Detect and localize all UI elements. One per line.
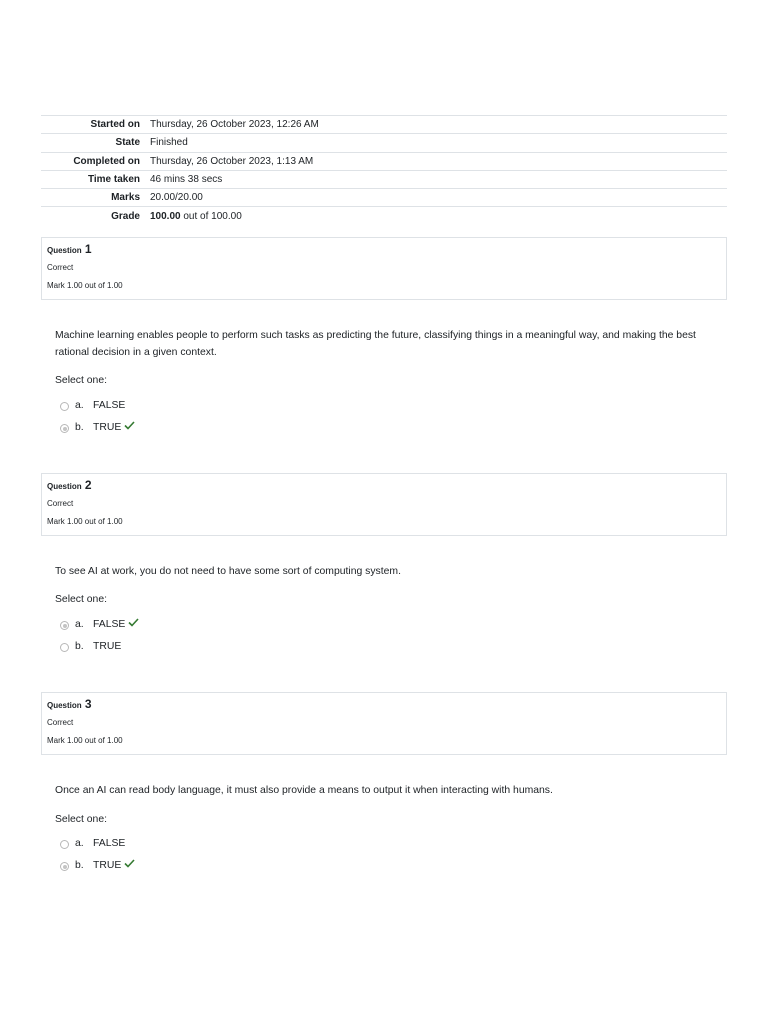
summary-label: Started on	[41, 116, 145, 134]
option-letter: a.	[75, 837, 84, 849]
option-letter: a.	[75, 399, 84, 411]
select-prompt: Select one:	[55, 594, 107, 605]
question-text: Once an AI can read body language, it must also provide a means to output it when interacting with humans.	[55, 785, 553, 796]
option-letter: b.	[75, 640, 84, 652]
answer-option[interactable]	[60, 639, 121, 653]
option-label: TRUE	[93, 421, 122, 433]
summary-value: 46 mins 38 secs	[145, 170, 727, 188]
radio-button[interactable]	[60, 840, 69, 849]
answer-option[interactable]	[60, 836, 125, 850]
check-icon	[124, 859, 135, 871]
radio-button-selected[interactable]	[60, 862, 69, 871]
grade-suffix: out of 100.00	[180, 210, 242, 222]
question-info	[41, 237, 727, 300]
summary-row-grade	[41, 207, 727, 225]
option-label: FALSE	[93, 837, 126, 849]
summary-label: Grade	[41, 207, 145, 225]
option-letter: b.	[75, 421, 84, 433]
attempt-summary-table	[41, 115, 727, 225]
question-number: Question 3	[47, 697, 92, 711]
answer-option[interactable]	[60, 398, 125, 412]
answer-option[interactable]	[60, 617, 139, 631]
question-info	[41, 692, 727, 755]
question-mark: Mark 1.00 out of 1.00	[47, 517, 123, 526]
summary-value: 20.00/20.00	[145, 189, 727, 207]
option-label: TRUE	[93, 640, 122, 652]
grade-value	[145, 207, 727, 225]
summary-row	[41, 170, 727, 188]
check-icon	[124, 421, 135, 433]
summary-value: Thursday, 26 October 2023, 12:26 AM	[145, 116, 727, 134]
answer-option[interactable]	[60, 858, 135, 872]
summary-label: Marks	[41, 189, 145, 207]
answer-option[interactable]	[60, 420, 135, 434]
summary-label: Completed on	[41, 152, 145, 170]
summary-row	[41, 116, 727, 134]
question-text: Machine learning enables people to perform such tasks as predicting the future, classifying things in a meaningful way, and making the best rational decision in a given context.	[55, 330, 696, 358]
option-label: TRUE	[93, 859, 122, 871]
radio-button-selected[interactable]	[60, 621, 69, 630]
select-prompt: Select one:	[55, 814, 107, 825]
question-text: To see AI at work, you do not need to have some sort of computing system.	[55, 566, 401, 577]
grade-score: 100.00	[150, 210, 181, 222]
option-letter: a.	[75, 618, 84, 630]
question-state: Correct	[47, 263, 74, 272]
summary-label: State	[41, 134, 145, 152]
summary-value: Finished	[145, 134, 727, 152]
question-state: Correct	[47, 499, 74, 508]
select-prompt: Select one:	[55, 375, 107, 386]
question-mark: Mark 1.00 out of 1.00	[47, 736, 123, 745]
summary-row	[41, 189, 727, 207]
summary-row	[41, 152, 727, 170]
radio-button[interactable]	[60, 402, 69, 411]
summary-label: Time taken	[41, 170, 145, 188]
radio-button-selected[interactable]	[60, 424, 69, 433]
check-icon	[128, 618, 139, 630]
question-info	[41, 473, 727, 536]
question-number: Question 2	[47, 478, 92, 492]
option-label: FALSE	[93, 618, 126, 630]
radio-button[interactable]	[60, 643, 69, 652]
option-label: FALSE	[93, 399, 126, 411]
summary-row	[41, 134, 727, 152]
summary-value: Thursday, 26 October 2023, 1:13 AM	[145, 152, 727, 170]
question-mark: Mark 1.00 out of 1.00	[47, 281, 123, 290]
question-state: Correct	[47, 718, 74, 727]
option-letter: b.	[75, 859, 84, 871]
question-number: Question 1	[47, 242, 92, 256]
